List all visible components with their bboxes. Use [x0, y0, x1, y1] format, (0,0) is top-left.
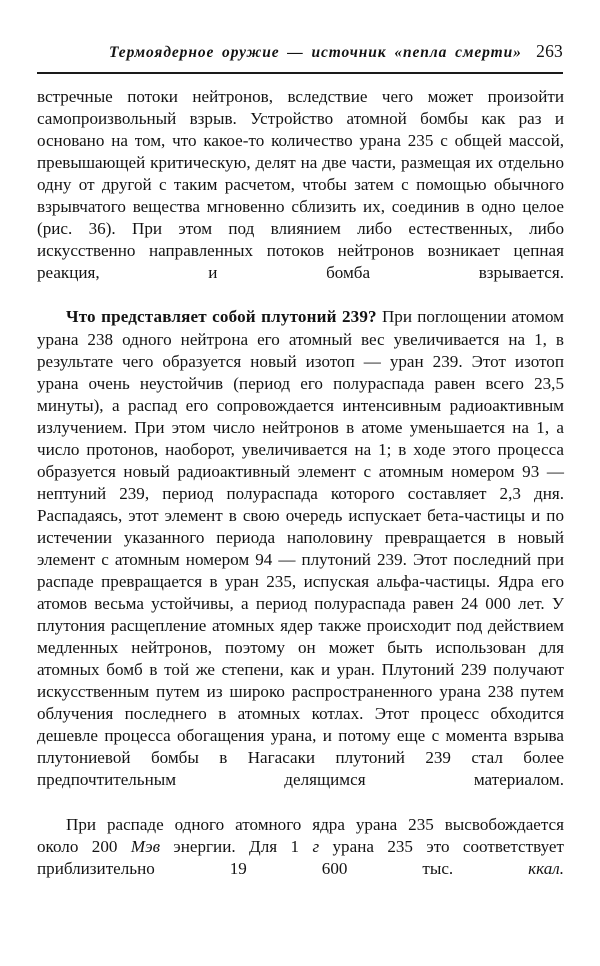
header-rule	[37, 72, 563, 74]
unit-abbreviation: ккал.	[528, 858, 564, 878]
paragraph-energy-segment-0: При распаде одного атомного ядра урана 235 высвобождается около 200	[37, 814, 564, 856]
paragraph-energy-segment-2: энергии. Для 1	[160, 836, 313, 856]
paragraph-energy-segment-4: урана 235 это соответствует приблизительно 19 600 тыс.	[37, 836, 564, 878]
unit-abbreviation: г	[312, 836, 320, 856]
paragraph-plutonium	[37, 306, 564, 813]
page-number: 263	[536, 41, 563, 61]
paragraph-plutonium-body: При поглощении атомом урана 238 одного нейтрона его атомный вес увеличивается на 1, в результате чего образуется новый изотоп — уран 239. Этот изотоп урана очень неустойчив (период его полураспада равен всего 23,5 минуты), а распад его сопровождается интенсивным радиоактивным излучением. При этом число нейтронов в атоме уменьшается на 1, а число протонов, наоборот, увеличивается на 1; в ходе этого процесса образуется новый радиоактивный элемент с атомным номером 93 — нептуний 239, период полураспада которого составляет 2,3 дня. Распадаясь, этот элемент в свою очередь испускает бета-частицы и по истечении указанного периода наполовину превращается в новый элемент с атомным номером 94 — плутоний 239. Этот последний при распаде превращается в уран 235, испуская альфа-частицы. Ядра его атомов весьма устойчивы, а период полураспада равен 24 000 лет. У плутония расщепление атомных ядер также происходит под действием медленных нейтронов, поэтому он может быть использован для атомных бомб в той же степени, как и уран. Плутоний 239 получают искусственным путем из широко распространенного урана 238 путем облучения последнего в атомных котлах. Этот процесс обходится дешевле процесса обогащения урана, и потому еще с момента взрыва плутониевой бомбы в Нагасаки плутоний 239 стал более предпочтительным делящимся материалом.	[37, 307, 564, 790]
paragraph-lead-in: Что представляет собой плутоний 239?	[66, 307, 377, 327]
unit-abbreviation: Мэв	[130, 836, 161, 856]
running-header-title: Термоядерное оружие — источник «пепла смерти»	[109, 44, 522, 61]
paragraph-energy	[37, 814, 564, 902]
body-text-column	[37, 86, 564, 902]
paragraph-continued: встречные потоки нейтронов, вследствие чего может произойти самопроизвольный взрыв. Устройство атомной бомбы как раз и основано на том, что какое-то количество урана 235 с общей массой, превышающей критическую, делят на две части, размещая их отдельно одну от другой с таким расчетом, чтобы затем с помощью обычного взрывчатого вещества мгновенно сблизить их, соединив в одно целое (рис. 36). При этом под влиянием либо естественных, либо искусственно направленных потоков нейтронов возникает цепная реакция, и бомба взрывается.	[37, 87, 564, 283]
running-header	[37, 41, 563, 67]
